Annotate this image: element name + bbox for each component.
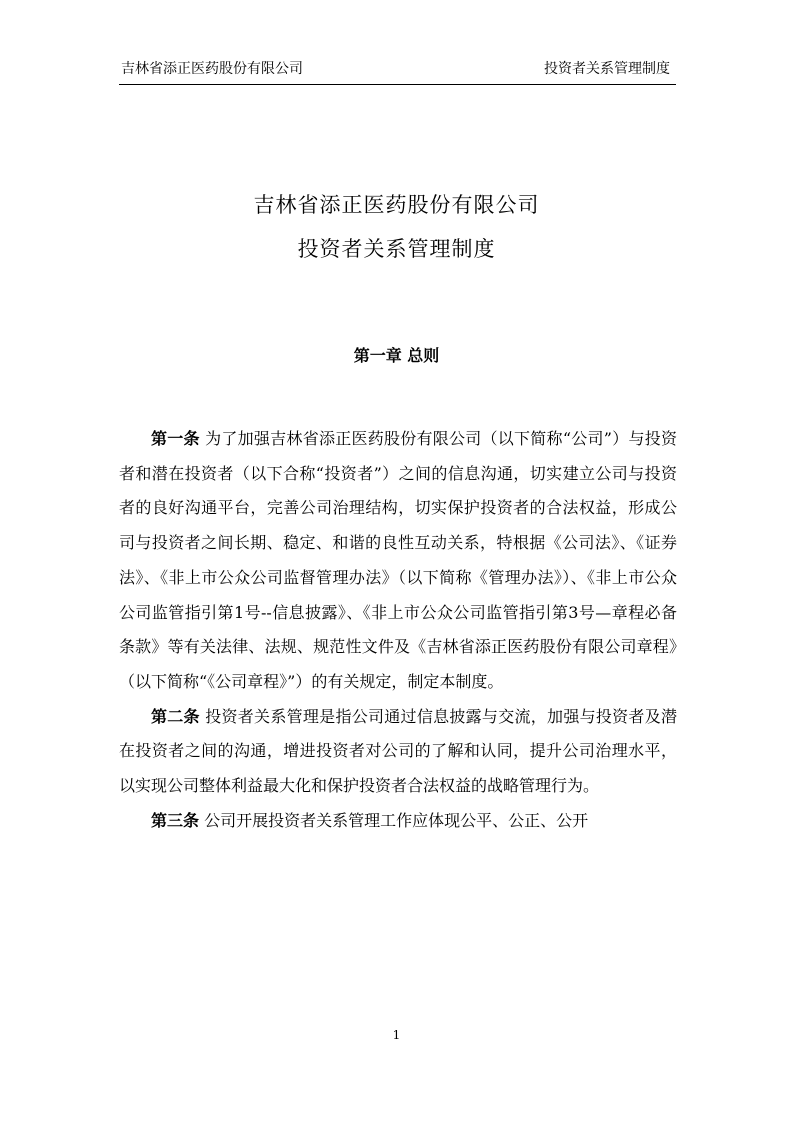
- article-1: [119, 422, 677, 700]
- header-company: 吉林省添正医药股份有限公司: [121, 61, 303, 77]
- doc-title-company: 吉林省添正医药股份有限公司: [253, 193, 540, 217]
- article-1-label: 第一条: [151, 429, 200, 448]
- header-doc-title: 投资者关系管理制度: [544, 61, 670, 77]
- article-3: [119, 804, 677, 839]
- article-2-text: 投资者关系管理是指公司通过信息披露与交流，加强与投资者及潜在投资者之间的沟通，增进投资者对公司的了解和认同，提升公司治理水平，以实现公司整体利益最大化和保护投资者合法权益的战略管理行为。: [119, 706, 677, 796]
- article-2-label: 第二条: [151, 706, 200, 726]
- doc-title-name: 投资者关系管理制度: [297, 237, 496, 261]
- document-body: [119, 422, 677, 838]
- page-header: [119, 56, 676, 85]
- article-1-text: 为了加强吉林省添正医药股份有限公司（以下简称“公司”）与投资者和潜在投资者（以下合称“投资者”）之间的信息沟通，切实建立公司与投资者的良好沟通平台，完善公司治理结构，切实保护投资者的合法权益，形成公司与投资者之间长期、稳定、和谐的良性互动关系，特根据《公司法》、《证券法》、《非上市公众公司监督管理办法》（以下简称《管理办法》）、《非上市公众公司监管指引第1号--信息披露》、《非上市公众公司监管指引第3号—章程必备条款》等有关法律、法规、规范性文件及《吉林省添正医药股份有限公司章程》（以下简称“《公司章程》”）的有关规定，制定本制度。: [119, 429, 677, 691]
- chapter-heading: 第一章 总则: [353, 346, 440, 365]
- article-3-label: 第三条: [151, 810, 200, 830]
- article-2: [119, 700, 677, 804]
- page-number: 1: [392, 1028, 401, 1042]
- article-3-text: 公司开展投资者关系管理工作应体现公平、公正、公开: [204, 810, 589, 830]
